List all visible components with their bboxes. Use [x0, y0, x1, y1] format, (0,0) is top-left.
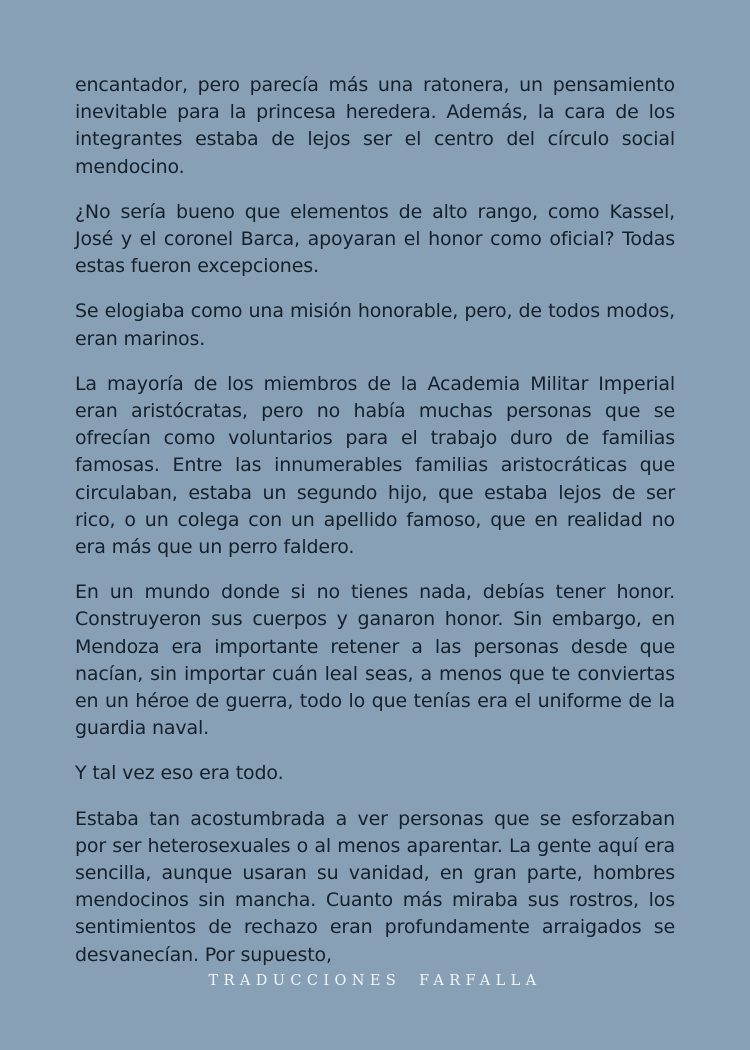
- footer-word-2: FARFALLA: [419, 973, 542, 989]
- footer-credit: [0, 973, 750, 989]
- paragraph-7: Estaba tan acostumbrada a ver personas que se esforzaban por ser heterosexuales o al menos aparentar. La gente aquí era sencilla, aunque usaran su vanidad, en gran parte, hombres mendocinos sin mancha. Cuanto más miraba sus rostros, los sentimientos de rechazo eran profundamente arraigados se desvanecían. Por supuesto,: [75, 807, 675, 966]
- paragraph-4: La mayoría de los miembros de la Academia Militar Imperial eran aristócratas, pero no había muchas personas que se ofrecían como voluntarios para el trabajo duro de familias famosas. Entre las innumerables familias aristocráticas que circulaban, estaba un segundo hijo, que estaba lejos de ser rico, o un colega con un apellido famoso, que en realidad no era más que un perro faldero.: [75, 372, 675, 559]
- footer-word-1: TRADUCCIONES: [208, 973, 402, 989]
- body-text: [75, 72, 675, 969]
- paragraph-6: Y tal vez eso era todo.: [75, 762, 284, 785]
- paragraph-2: ¿No sería bueno que elementos de alto rango, como Kassel, José y el coronel Barca, apoyaran el honor como oficial? Todas estas fueron excepciones.: [75, 200, 675, 278]
- paragraph-1: encantador, pero parecía más una ratonera, un pensamiento inevitable para la princesa heredera. Además, la cara de los integrantes estaba de lejos ser el centro del círculo social mendocino.: [75, 74, 675, 178]
- paragraph-3: Se elogiaba como una misión honorable, pero, de todos modos, eran marinos.: [75, 300, 675, 350]
- paragraph-5: En un mundo donde si no tienes nada, debías tener honor. Construyeron sus cuerpos y ganaron honor. Sin embargo, en Mendoza era importante retener a las personas desde que nacían, sin importar cuán leal seas, a menos que te conviertas en un héroe de guerra, todo lo que tenías era el uniforme de la guardia naval.: [75, 581, 675, 740]
